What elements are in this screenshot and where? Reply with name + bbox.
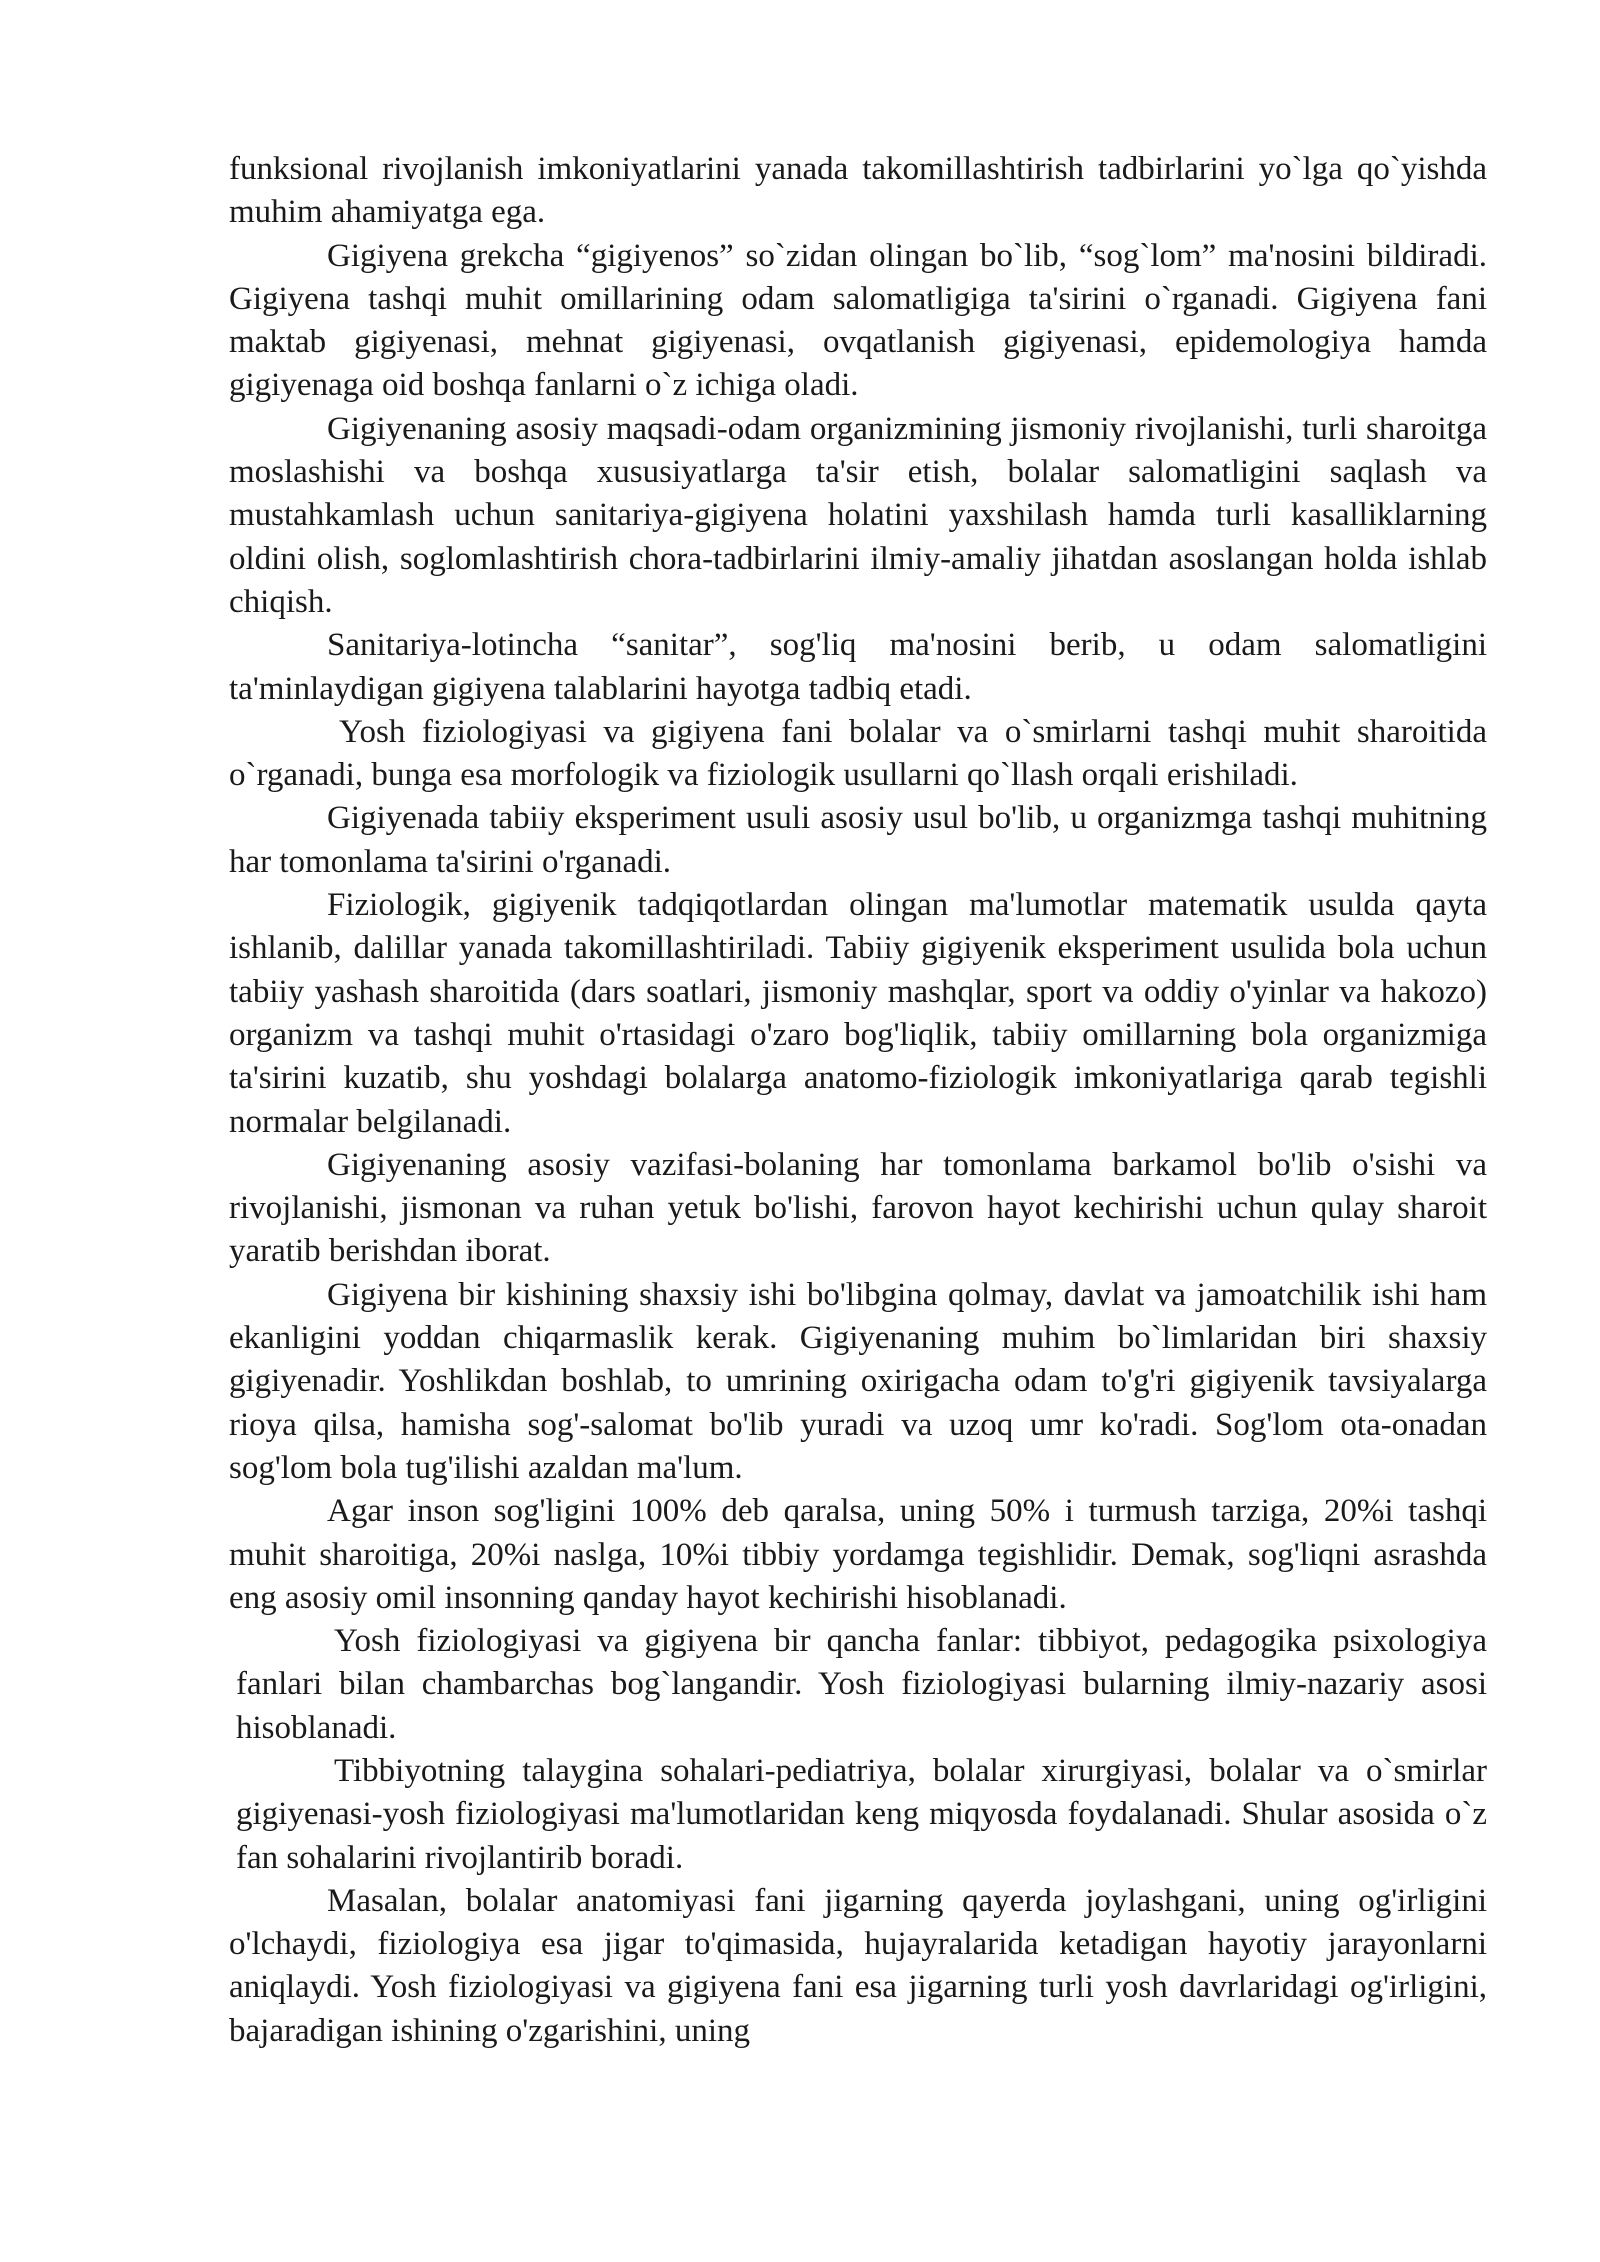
paragraph-gigiyena-vazifasi: Gigiyenaning asosiy vazifasi-bolaning har tomonlama barkamol bo'lib o'sishi va rivojlanishi, jismonan va ruhan yetuk bo'lishi, farovon hayot kechirishi uchun qulay sharoit yaratib berishdan iborat. xyxy=(229,1146,1487,1270)
paragraph-jigar-misoli: Masalan, bolalar anatomiyasi fani jigarning qayerda joylashgani, uning og'irligini o'lchaydi, fiziologiya esa jigar to'qimasida, hujayralarida ketadigan hayotiy jarayonlarni aniqlaydi. Yosh fiziologiyasi va gigiyena fani esa jigarning turli yosh davrlaridagi og'irligini, bajaradigan ishining o'zgarishini, uning xyxy=(229,1882,1487,2049)
paragraph-gigiyena-definition: Gigiyena grekcha “gigiyenos” so`zidan olingan bo`lib, “sog`lom” ma'nosini bildiradi. Gigiyena tashqi muhit omillarining odam salomatligiga ta'sirini o`rganadi. Gigiyena fani maktab gigiyenasi, mehnat gigiyenasi, ovqatlanish gigiyenasi, epidemologiya hamda gigiyenaga oid boshqa fanlarni o`z ichiga oladi. xyxy=(229,237,1487,404)
document-page xyxy=(229,148,1487,2053)
paragraph-yosh-fiziologiyasi: Yosh fiziologiyasi va gigiyena fani bolalar va o`smirlarni tashqi muhit sharoitida o`rganadi, bunga esa morfologik va fiziologik usullarni qo`llash orqali erishiladi. xyxy=(229,713,1487,794)
paragraph-fiziologik-tadqiqotlar: Fiziologik, gigiyenik tadqiqotlardan olingan ma'lumotlar matematik usulda qayta ishlanib, dalillar yanada takomillashtiriladi. Tabiiy gigiyenik eksperiment usulida bola uchun tabiiy yashash sharoitida (dars soatlari, jismoniy mashqlar, sport va oddiy o'yinlar va hakozo) organizm va tashqi muhit o'rtasidagi o'zaro bog'liqlik, tabiiy omillarning bola organizmiga ta'sirini kuzatib, shu yoshdagi bolalarga anatomo-fiziologik imkoniyatlariga qarab tegishli normalar belgilanadi. xyxy=(229,887,1487,1140)
paragraph-sanitariya: Sanitariya-lotincha “sanitar”, sog'liq ma'nosini berib, u odam salomatligini ta'minlaydigan gigiyena talablarini hayotga tadbiq etadi. xyxy=(229,627,1487,707)
paragraph-tabiiy-eksperiment: Gigiyenada tabiiy eksperiment usuli asosiy usul bo'lib, u organizmga tashqi muhitning har tomonlama ta'sirini o'rganadi. xyxy=(229,800,1487,880)
paragraph-gigiyena-goal: Gigiyenaning asosiy maqsadi-odam organizmining jismoniy rivojlanishi, turli sharoitga moslashishi va boshqa xususiyatlarga ta'sir etish, bolalar salomatligini saqlash va mustahkamlash uchun sanitariya-gigiyena holatini yaxshilash hamda turli kasalliklarning oldini olish, soglomlashtirish chora-tadbirlarini ilmiy-amaliy jihatdan asoslangan holda ishlab chiqish. xyxy=(229,410,1487,620)
paragraph-continuation: funksional rivojlanish imkoniyatlarini yanada takomillashtirish tadbirlarini yo`lga qo`yishda muhim ahamiyatga ega. xyxy=(229,151,1487,231)
paragraph-shaxsiy-gigiyena: Gigiyena bir kishining shaxsiy ishi bo'libgina qolmay, davlat va jamoatchilik ishi ham ekanligini yoddan chiqarmaslik kerak. Gigiyenaning muhim bo`limlaridan biri shaxsiy gigiyenadir. Yoshlikdan boshlab, to umrining oxirigacha odam to'g'ri gigiyenik tavsiyalarga rioya qilsa, hamisha sog'-salomat bo'lib yuradi va uzoq umr ko'radi. Sog'lom ota-onadan sog'lom bola tug'ilishi azaldan ma'lum. xyxy=(229,1276,1487,1486)
paragraph-fanlar-boglanishi: Yosh fiziologiyasi va gigiyena bir qancha fanlar: tibbiyot, pedagogika psixologiya fanlari bilan chambarchas bog`langandir. Yosh fiziologiyasi bularning ilmiy-nazariy asosi hisoblanadi. xyxy=(236,1623,1487,1746)
paragraph-soglik-foizlari: Agar inson sog'ligini 100% deb qaralsa, uning 50% i turmush tarziga, 20%i tashqi muhit sharoitiga, 20%i naslga, 10%i tibbiy yordamga tegishlidir. Demak, sog'liqni asrashda eng asosiy omil insonning qanday hayot kechirishi hisoblanadi. xyxy=(229,1493,1487,1616)
paragraph-tibbiyot-sohalari: Tibbiyotning talaygina sohalari-pediatriya, bolalar xirurgiyasi, bolalar va o`smirlar gigiyenasi-yosh fiziologiyasi ma'lumotlaridan keng miqyosda foydalanadi. Shular asosida o`z fan sohalarini rivojlantirib boradi. xyxy=(236,1752,1487,1876)
